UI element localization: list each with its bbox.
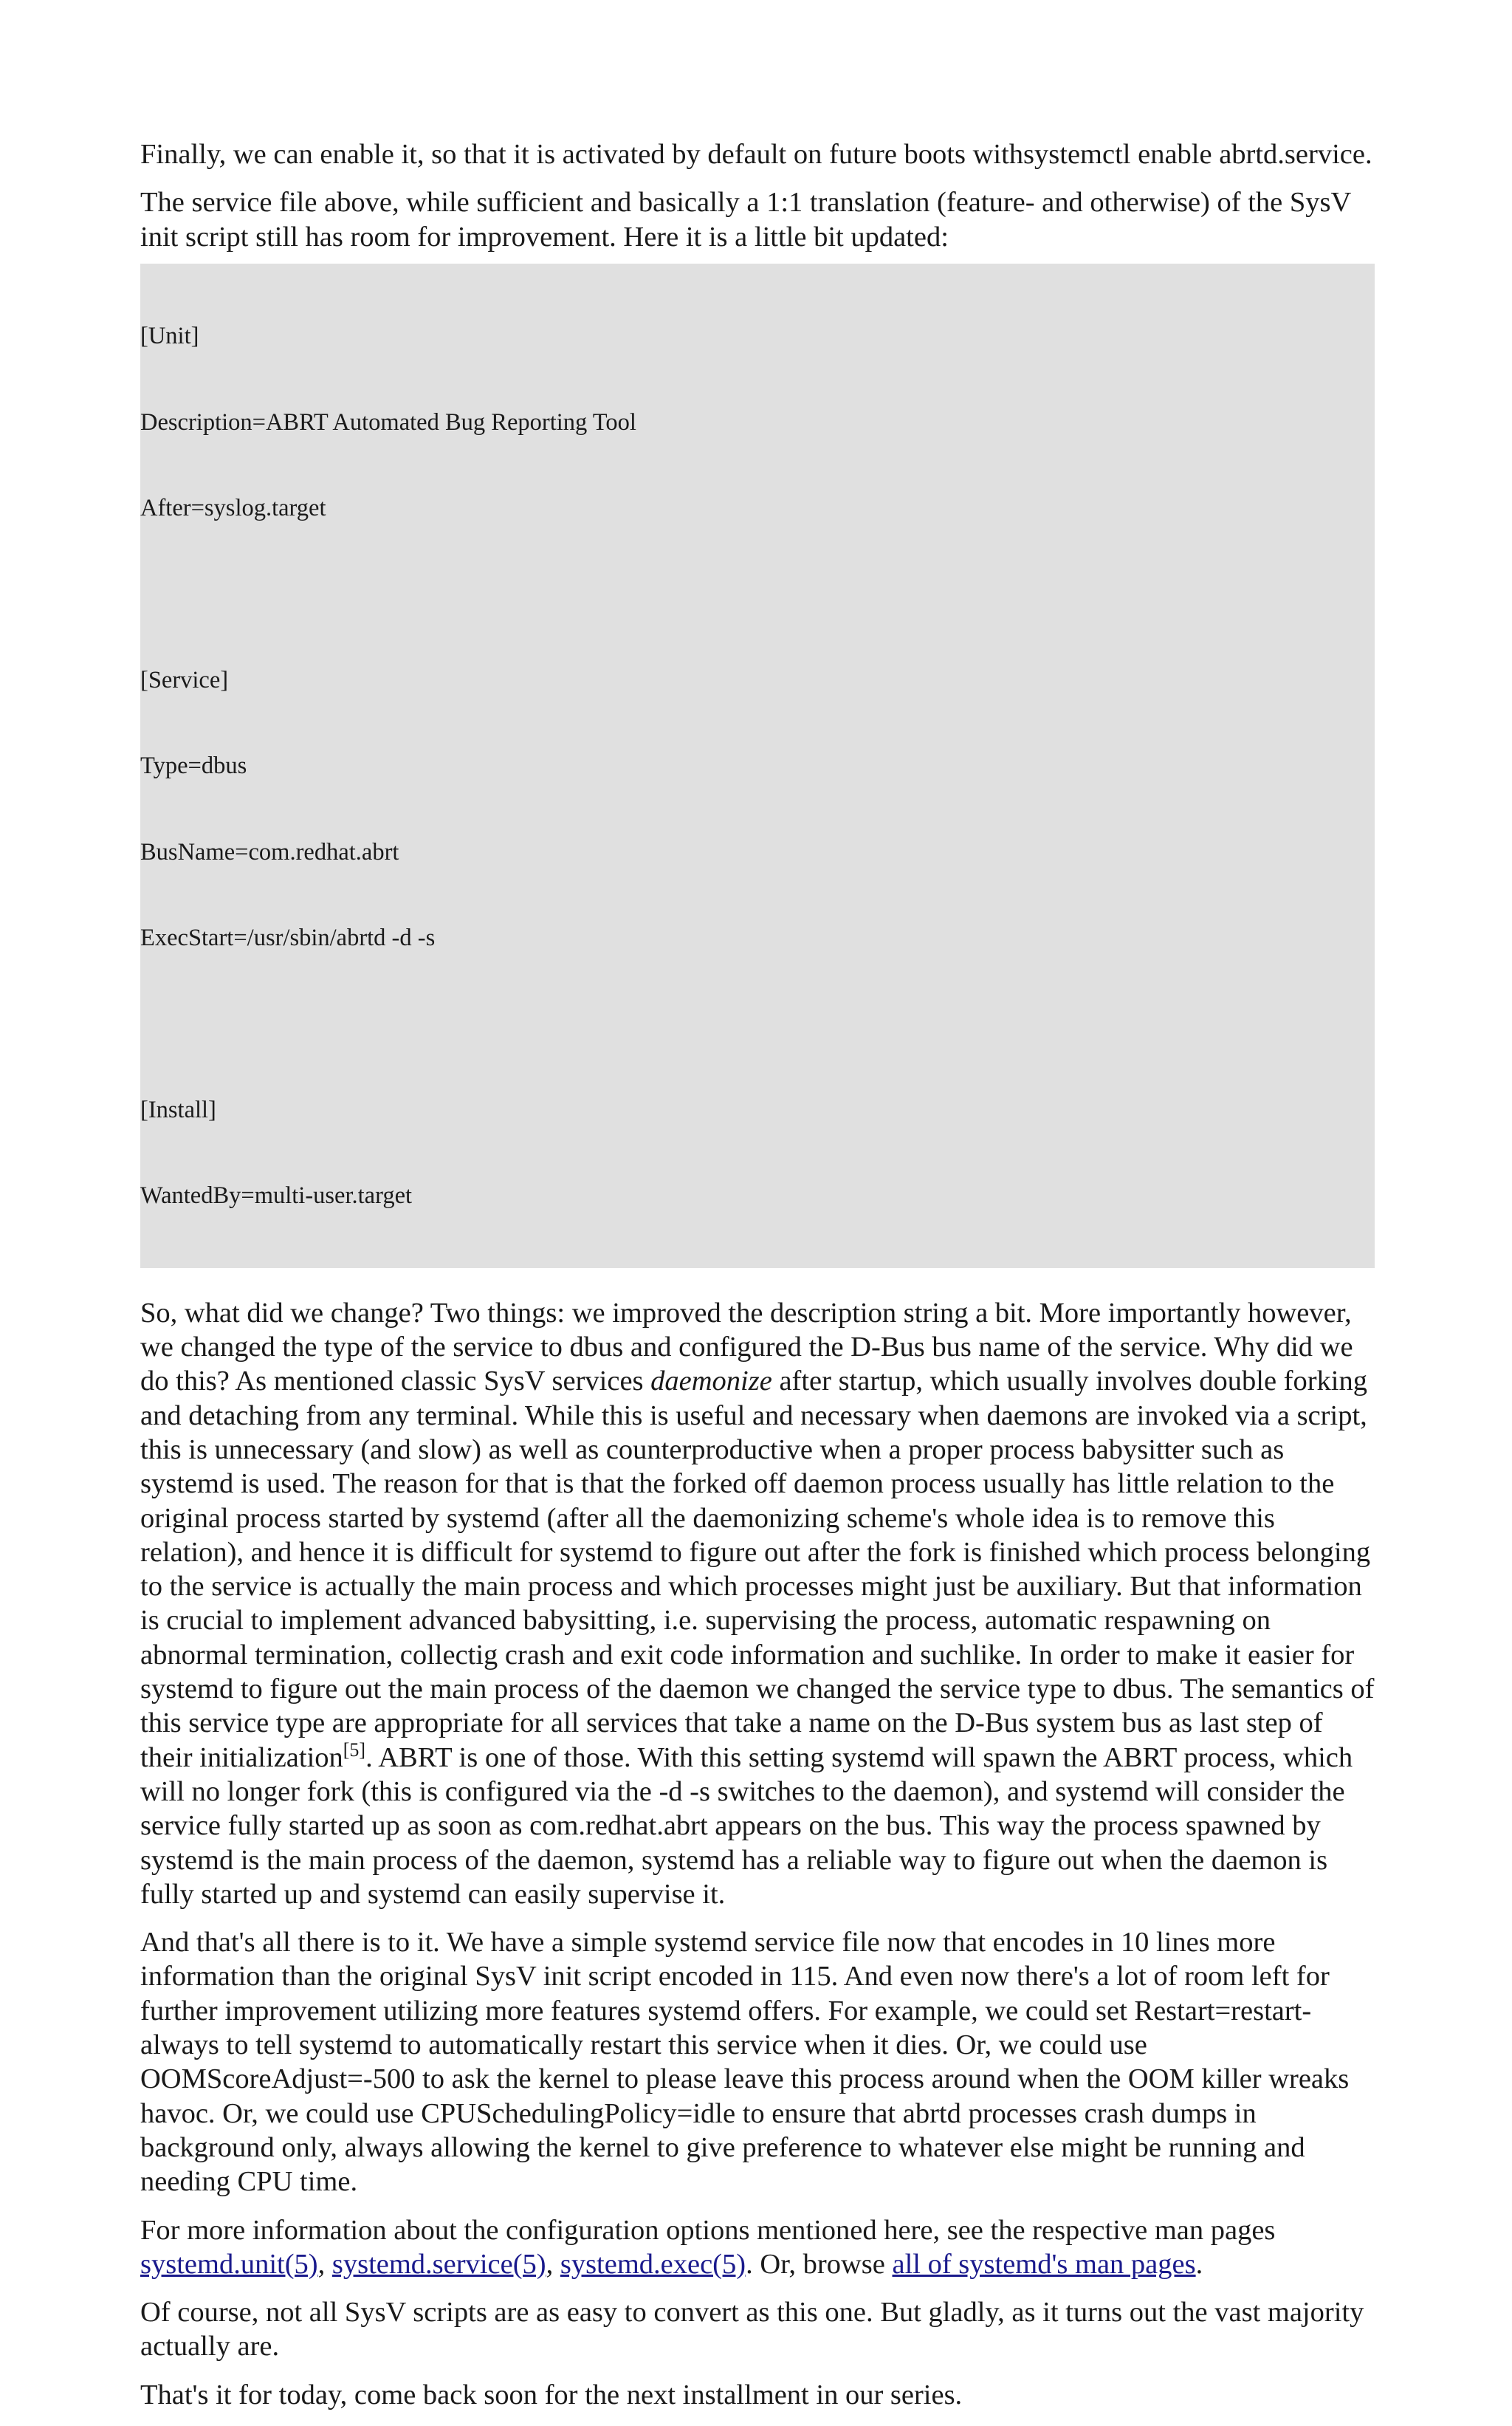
link-systemd-service[interactable]: systemd.service(5) (331, 2248, 546, 2280)
paragraph-more-info (140, 2213, 1375, 2282)
code-line (140, 580, 1375, 609)
code-line: After=syslog.target (140, 495, 326, 522)
paragraph-what-changed (140, 1296, 1375, 1911)
footnote-ref: [5] (343, 1738, 366, 1761)
code-line: WantedBy=multi-user.target (140, 1182, 413, 1210)
link-systemd-unit[interactable]: systemd.unit(5) (140, 2248, 318, 2280)
paragraph-improvement: The service file above, while sufficient and basically a 1:1 translation (feature- and otherwise) of the SysV init script still has room for improvement. Here it is a little bit updated: (140, 187, 1351, 253)
code-line: [Install] (140, 1097, 216, 1123)
separator: , (317, 2248, 332, 2280)
code-line (140, 1010, 1375, 1039)
separator: , (546, 2248, 560, 2280)
text-run: after startup, which usually involves double forking and detaching from any terminal. While this is useful and necessary when daemons are invoked via a script, this is unnecessary (and slow) as well as counterproductive when a proper process babysitter such as systemd is used. The reason for that is that the forked off daemon process usually has little relation to the original process started by systemd (after all the daemonizing scheme's whole idea is to remove this relation), and hence it is difficult for systemd to figure out after the fork is finished which process belonging to the service is actually the main process and which processes might just be auxiliary. But that information is crucial to implement advanced babysitting, i.e. supervising the process, automatic respawning on abnormal termination, collectig crash and exit code information and suchlike. In order to make it easier for systemd to figure out the main process of the daemon we changed the service type to dbus. The semantics of this service type are appropriate for all services that take a name on the D-Bus system bus as last step of their initialization (140, 1366, 1375, 1773)
code-block-service-file (140, 264, 1375, 1268)
text-run: . ABRT is one of those. With this setting systemd will spawn the ABRT process, which will no longer fork (this is configured via the -d -s switches to the daemon), and systemd will consider the service fully started up as soon as com.redhat.abrt appears on the bus. This way the process spawned by systemd is the main process of the daemon, systemd has a reliable way to figure out when the daemon is fully started up and systemd can easily supervise it. (140, 1741, 1353, 1910)
text-run: . Or, browse (746, 2248, 893, 2280)
code-line: ExecStart=/usr/sbin/abrtd -d -s (140, 925, 436, 952)
code-line: [Unit] (140, 323, 199, 350)
document-page (140, 137, 1375, 2426)
paragraph-of-course: Of course, not all SysV scripts are as easy to convert as this one. But gladly, as it turns out the vast majority actually are. (140, 2297, 1364, 2362)
italic-daemonize: daemonize (650, 1366, 772, 1397)
text-run: So, what did we change? Two things: we improved the description string a bit. More importantly however, we changed the type of the service to dbus and configured the D-Bus bus name of the service. Why did we do this? As mentioned classic SysV services (140, 1297, 1353, 1397)
link-systemd-exec[interactable]: systemd.exec(5) (560, 2248, 746, 2280)
paragraph-closing: That's it for today, come back soon for the next installment in our series. (140, 2379, 963, 2410)
code-line: Description=ABRT Automated Bug Reporting Tool (140, 408, 636, 436)
code-line: BusName=com.redhat.abrt (140, 838, 399, 866)
text-run: For more information about the configuration options mentioned here, see the respective man pages (140, 2214, 1276, 2246)
paragraph-enable: Finally, we can enable it, so that it is activated by default on future boots withsystemctl enable abrtd.service. (140, 139, 1372, 170)
link-all-man-pages[interactable]: all of systemd's man pages (892, 2248, 1196, 2280)
text-run: . (1195, 2248, 1203, 2280)
code-line: [Service] (140, 667, 229, 694)
code-line: Type=dbus (140, 753, 247, 780)
paragraph-thats-all: And that's all there is to it. We have a simple systemd service file now that encodes in 10 lines more information than the original SysV init script encoded in 115. And even now there's a lot of room left for further improvement utilizing more features systemd offers. For example, we could set Restart=restart-always to tell systemd to automatically restart this service when it dies. Or, we could use OOMScoreAdjust=-500 to ask the kernel to please leave this process around when the OOM killer wreaks havoc. Or, we could use CPUSchedulingPolicy=idle to ensure that abrtd processes crash dumps in background only, always allowing the kernel to give preference to whatever else might be running and needing CPU time. (140, 1927, 1350, 2198)
